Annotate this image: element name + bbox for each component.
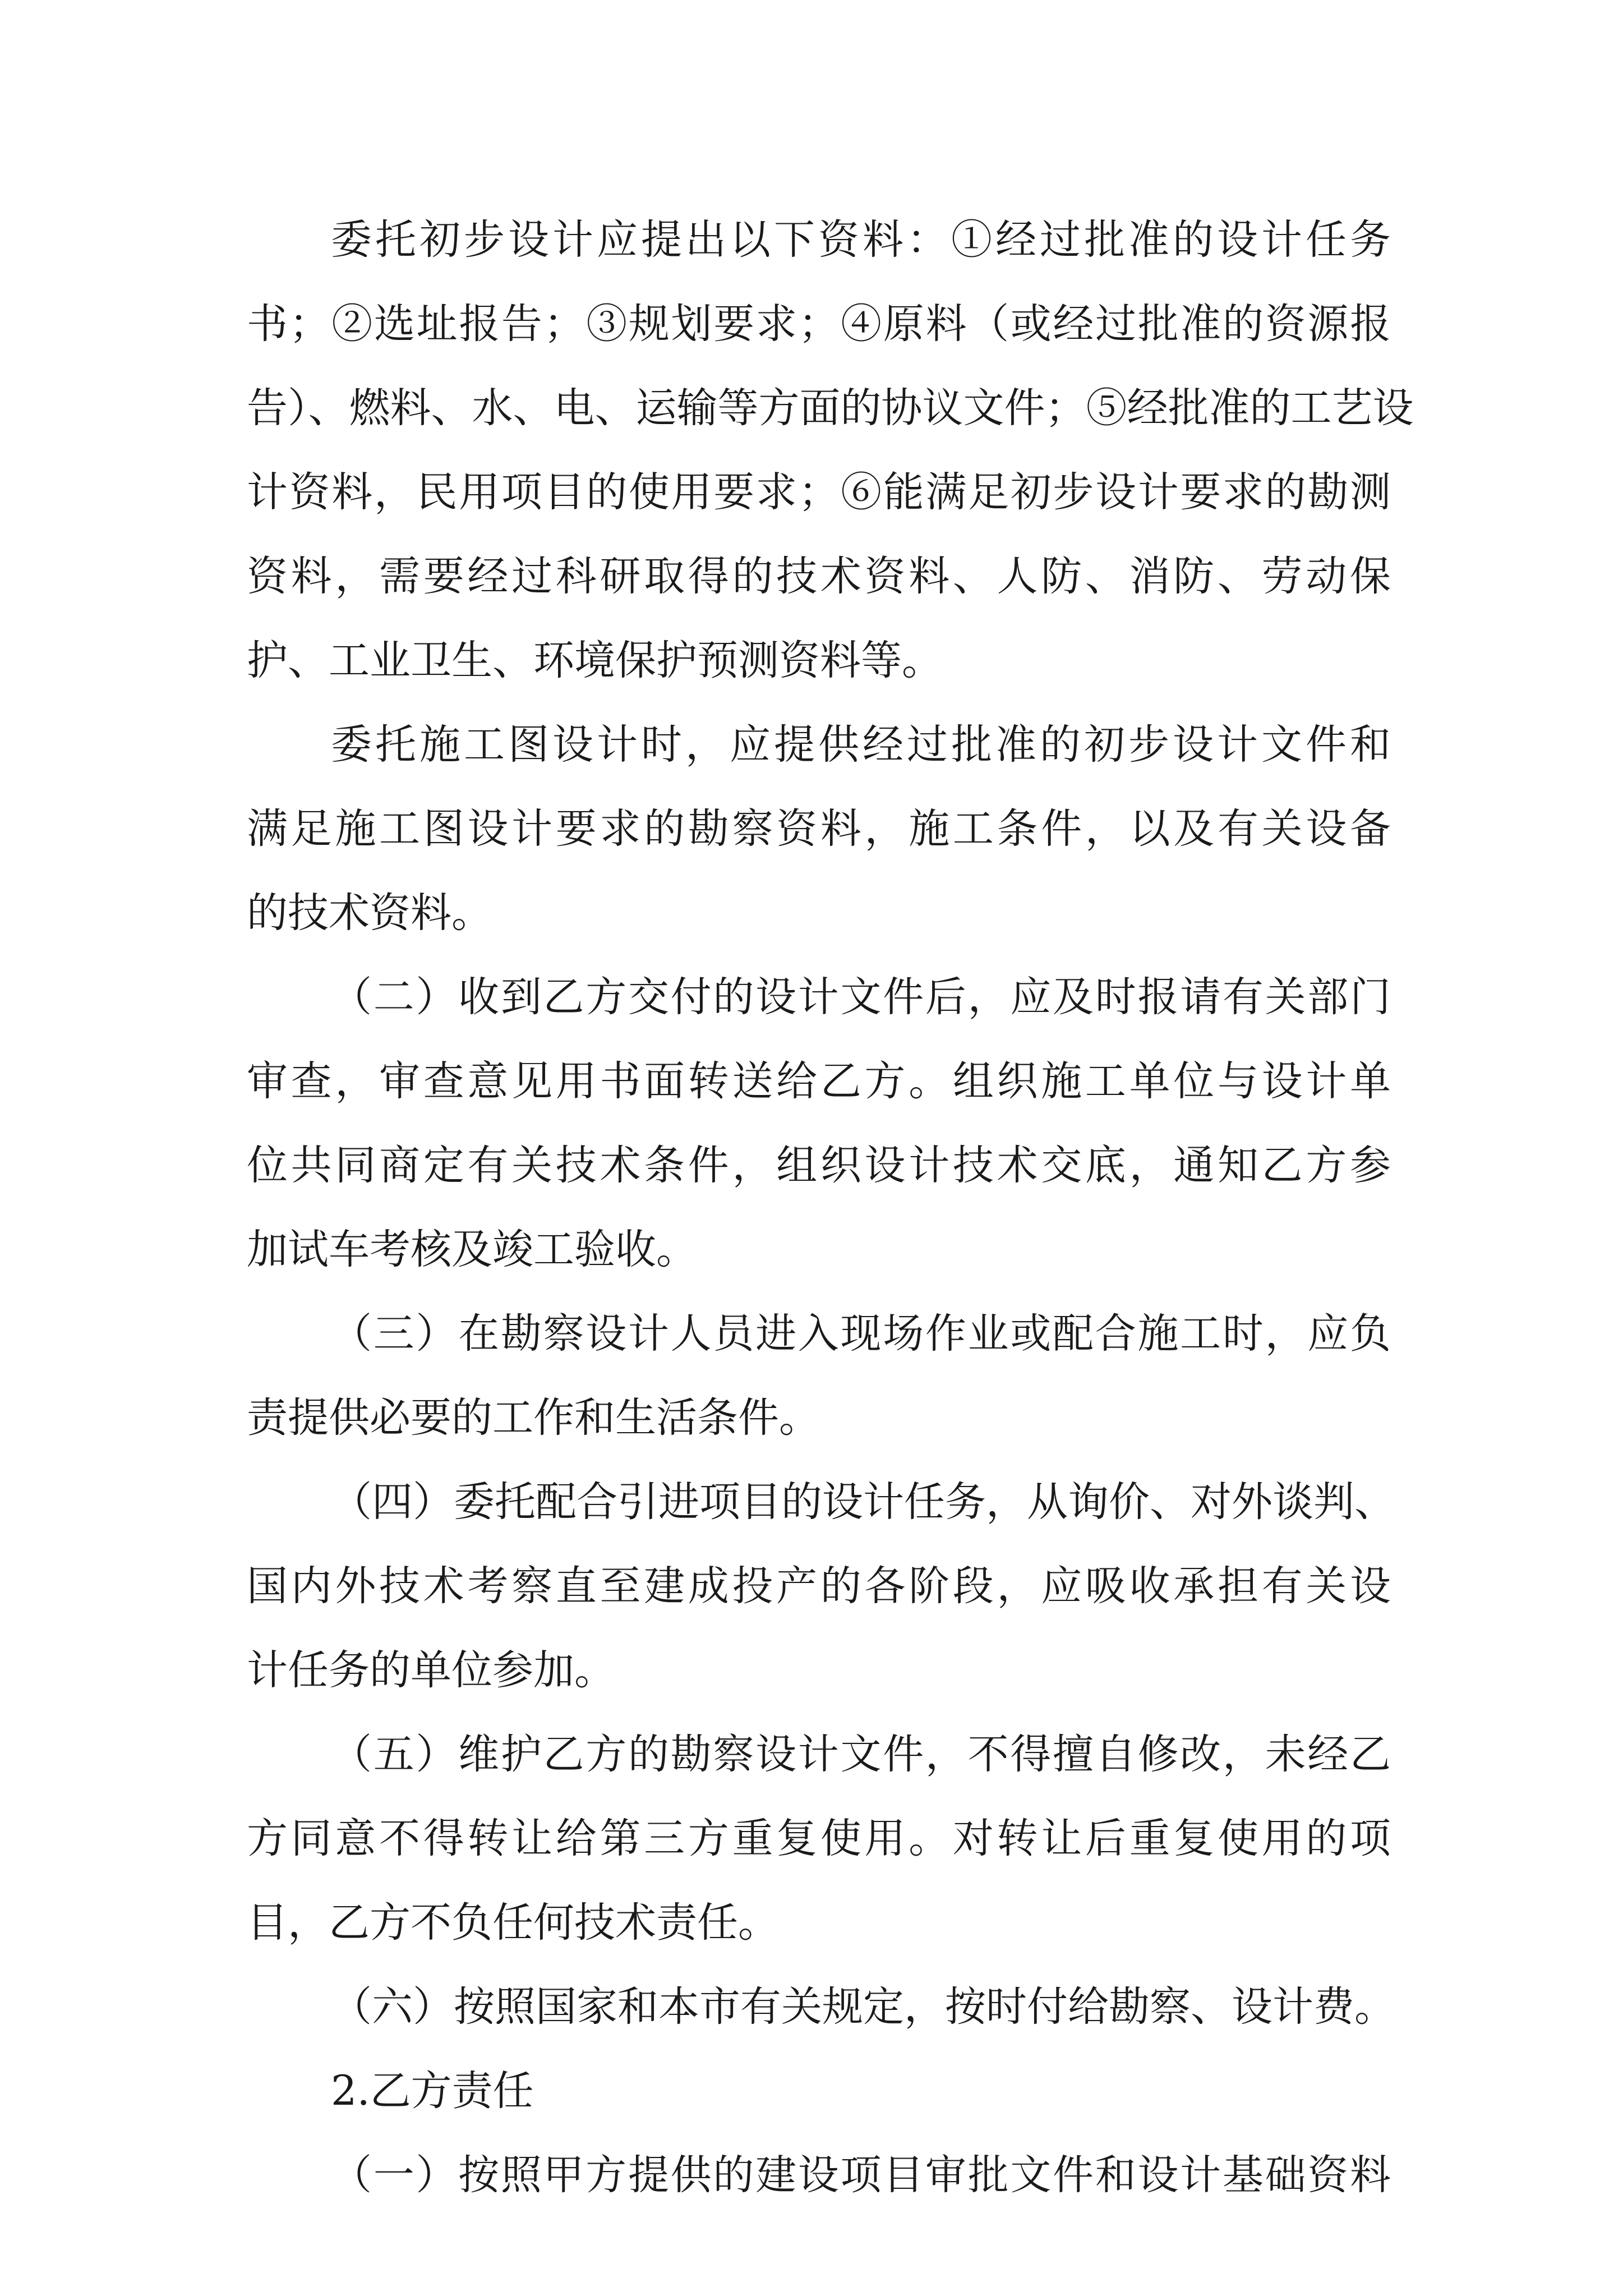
paragraph-5-line-1: （四）委托配合引进项目的设计任务，从询价、对外谈判、 — [331, 1478, 1395, 1526]
paragraph-4-line-2: 责提供必要的工作和生活条件。 — [247, 1394, 820, 1442]
paragraph-3-line-2: 审查，审查意见用书面转送给乙方。组织施工单位与设计单 — [247, 1057, 1391, 1105]
paragraph-2-line-1: 委托施工图设计时，应提供经过批准的初步设计文件和 — [331, 721, 1391, 769]
paragraph-2-line-3: 的技术资料。 — [247, 889, 492, 937]
paragraph-1-line-5: 资料，需要经过科研取得的技术资料、人防、消防、劳动保 — [247, 553, 1391, 600]
section-heading-party-b-responsibilities: 2.乙方责任 — [331, 2067, 534, 2115]
paragraph-5-line-2: 国内外技术考察直至建成投产的各阶段，应吸收承担有关设 — [247, 1562, 1391, 1610]
paragraph-1-line-2: 书；②选址报告；③规划要求；④原料（或经过批准的资源报 — [247, 300, 1391, 348]
paragraph-6-line-2: 方同意不得转让给第三方重复使用。对转让后重复使用的项 — [247, 1815, 1391, 1862]
paragraph-3-line-4: 加试车考核及竣工验收。 — [247, 1226, 697, 1273]
paragraph-6-line-1: （五）维护乙方的勘察设计文件，不得擅自修改，未经乙 — [331, 1731, 1391, 1778]
paragraph-3-line-1: （二）收到乙方交付的设计文件后，应及时报请有关部门 — [331, 973, 1391, 1021]
paragraph-9-line-1: （一）按照甲方提供的建设项目审批文件和设计基础资料 — [331, 2151, 1391, 2199]
paragraph-3-line-3: 位共同商定有关技术条件，组织设计技术交底，通知乙方参 — [247, 1142, 1391, 1189]
paragraph-2-line-2: 满足施工图设计要求的勘察资料，施工条件，以及有关设备 — [247, 805, 1391, 853]
paragraph-1-line-4: 计资料，民用项目的使用要求；⑥能满足初步设计要求的勘测 — [247, 468, 1391, 516]
paragraph-1-line-3: 告）、燃料、水、电、运输等方面的协议文件；⑤经批准的工艺设 — [247, 384, 1414, 432]
paragraph-7-line-1: （六）按照国家和本市有关规定，按时付给勘察、设计费。 — [331, 1983, 1395, 2031]
paragraph-4-line-1: （三）在勘察设计人员进入现场作业或配合施工时，应负 — [331, 1310, 1391, 1358]
paragraph-1-line-6: 护、工业卫生、环境保护预测资料等。 — [247, 637, 943, 684]
paragraph-6-line-3: 目，乙方不负任何技术责任。 — [247, 1899, 779, 1947]
paragraph-1-line-1: 委托初步设计应提出以下资料：①经过批准的设计任务 — [331, 216, 1391, 264]
paragraph-5-line-3: 计任务的单位参加。 — [247, 1646, 615, 1694]
